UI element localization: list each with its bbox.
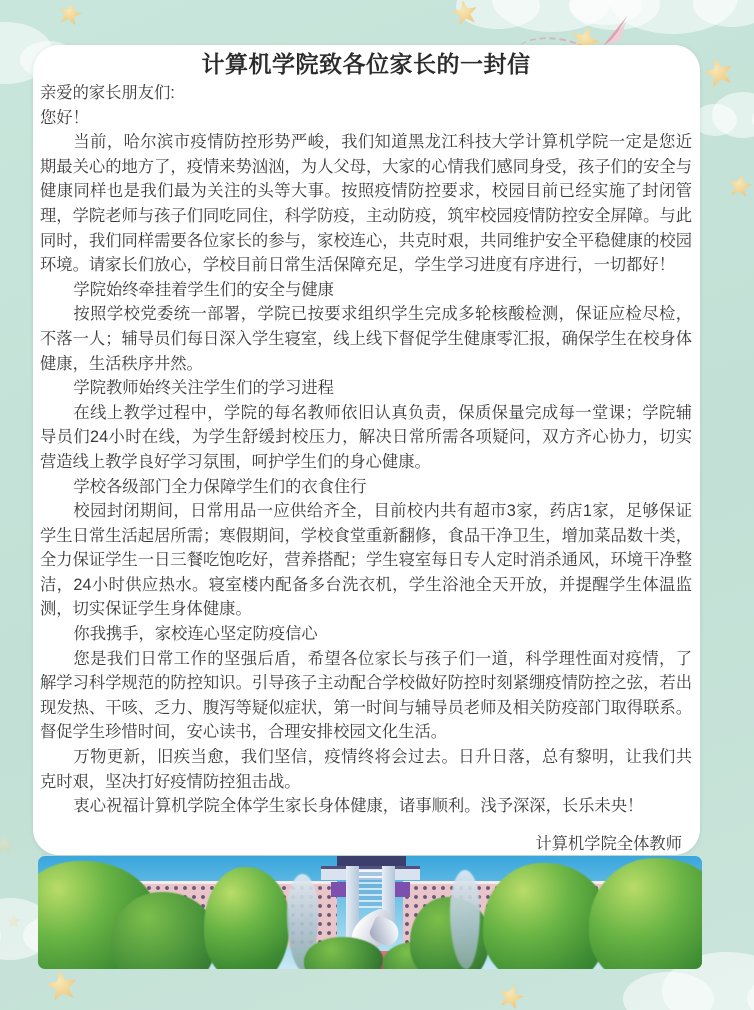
- letter-paragraph: 校园封闭期间，日常用品一应供给齐全，目前校内共有超市3家，药店1家，足够保证学生日常生活起居所需；寒假期间，学校食堂重新翻修，食品干净卫生，增加菜品数十类，全力保证学生一日三餐吃饱吃好，营养搭配；学生寝室每日专人定时消杀通风，环境干净整洁，24小时供应热水。寝室楼内配备多台洗衣机，学生浴池全天开放，并提醒学生体温监测，切实保证学生身体健康。: [40, 502, 692, 619]
- letter-card: [33, 45, 700, 855]
- letter-paragraph: 学校各级部门全力保障学生们的衣食住行: [73, 477, 367, 496]
- letter-paragraph: 衷心祝福计算机学院全体学生家长身体健康，诸事顺利。浅予深深，长乐未央！: [73, 797, 644, 816]
- star-icon: [726, 172, 753, 199]
- letter-paragraph: 亲爱的家长朋友们:: [40, 84, 175, 102]
- star-icon: [495, 981, 527, 1010]
- campus-building-photo: [38, 856, 702, 969]
- building-panel: [395, 882, 410, 897]
- star-icon: [0, 836, 14, 854]
- letter-paragraph: 按照学校党委统一部署，学院已按要求组织学生完成多轮核酸检测，保证应检尽检，不落一人；辅导员们每日深入学生寝室，线上线下督促学生健康零汇报，确保学生在校身体健康，生活秩序井然。: [40, 305, 692, 373]
- letter-paragraph: 万物更新，旧疾当愈，我们坚信，疫情终将会过去。日升日落，总有黎明，让我们共克时艰，坚决打好疫情防控狙击战。: [40, 748, 692, 791]
- tree: [589, 858, 702, 969]
- star-icon: [44, 968, 80, 1004]
- letter-signature: 计算机学院全体教师: [535, 834, 682, 853]
- letter-paragraph: 当前，哈尔滨市疫情防控形势严峻，我们知道黑龙江科技大学计算机学院一定是您近期最关心的地方了，疫情来势汹汹，为人父母，大家的心情我们感同身受，孩子们的安全与健康同样也是我们最为关注的头等大事。按照疫情防控要求，校园目前已经实施了封闭管理，学院老师与孩子们同吃同住，科学防疫，主动防疫，筑牢校园疫情防控安全屏障。与此同时，我们同样需要各位家长的参与，家校连心，共克时艰，共同维护安全平稳健康的校园环境。请家长们放心，学校目前日常生活保障充足，学生学习进度有序进行，一切都好！: [40, 133, 692, 275]
- building-panel: [331, 882, 346, 897]
- letter-paragraph: 您好！: [40, 108, 89, 127]
- letter-paragraph: 学院始终牵挂着学生们的安全与健康: [73, 280, 334, 299]
- letter-paragraph: 您是我们日常工作的坚强后盾，希望各位家长与孩子们一道，科学理性面对疫情，了解学习科学规范的防控知识。引导孩子主动配合学校做好防控时刻紧绷疫情防控之弦，若出现发热、干咳、乏力、腹泻等疑似症状，第一时间与辅导员老师及相关防疫部门取得联系。督促学生珍惜时间，安心读书，合理安排校园文化生活。: [40, 649, 692, 742]
- building-gate-top: [337, 856, 406, 866]
- letter-paragraph: 学院教师始终关注学生们的学习进程: [73, 379, 334, 398]
- building-gate-middle: [359, 870, 382, 908]
- star-icon: [701, 55, 737, 91]
- tree: [204, 867, 290, 969]
- letter-body: [40, 81, 692, 819]
- star-icon: [56, 0, 84, 28]
- letter-paragraph: 你我携手，家校连心坚定防疫信心: [73, 625, 318, 644]
- letter-title: 计算机学院致各位家长的一封信: [201, 51, 531, 77]
- letter-paragraph: 在线上教学过程中，学院的每名教师依旧认真负责，保质保量完成每一堂课；学院辅导员们24小时在线，为学生舒缓封校压力，解决日常所需各项疑问，双方齐心协力，切实营造线上教学良好学习氛围，呵护学生们的身心健康。: [40, 403, 692, 471]
- cloud-icon: [712, 92, 754, 138]
